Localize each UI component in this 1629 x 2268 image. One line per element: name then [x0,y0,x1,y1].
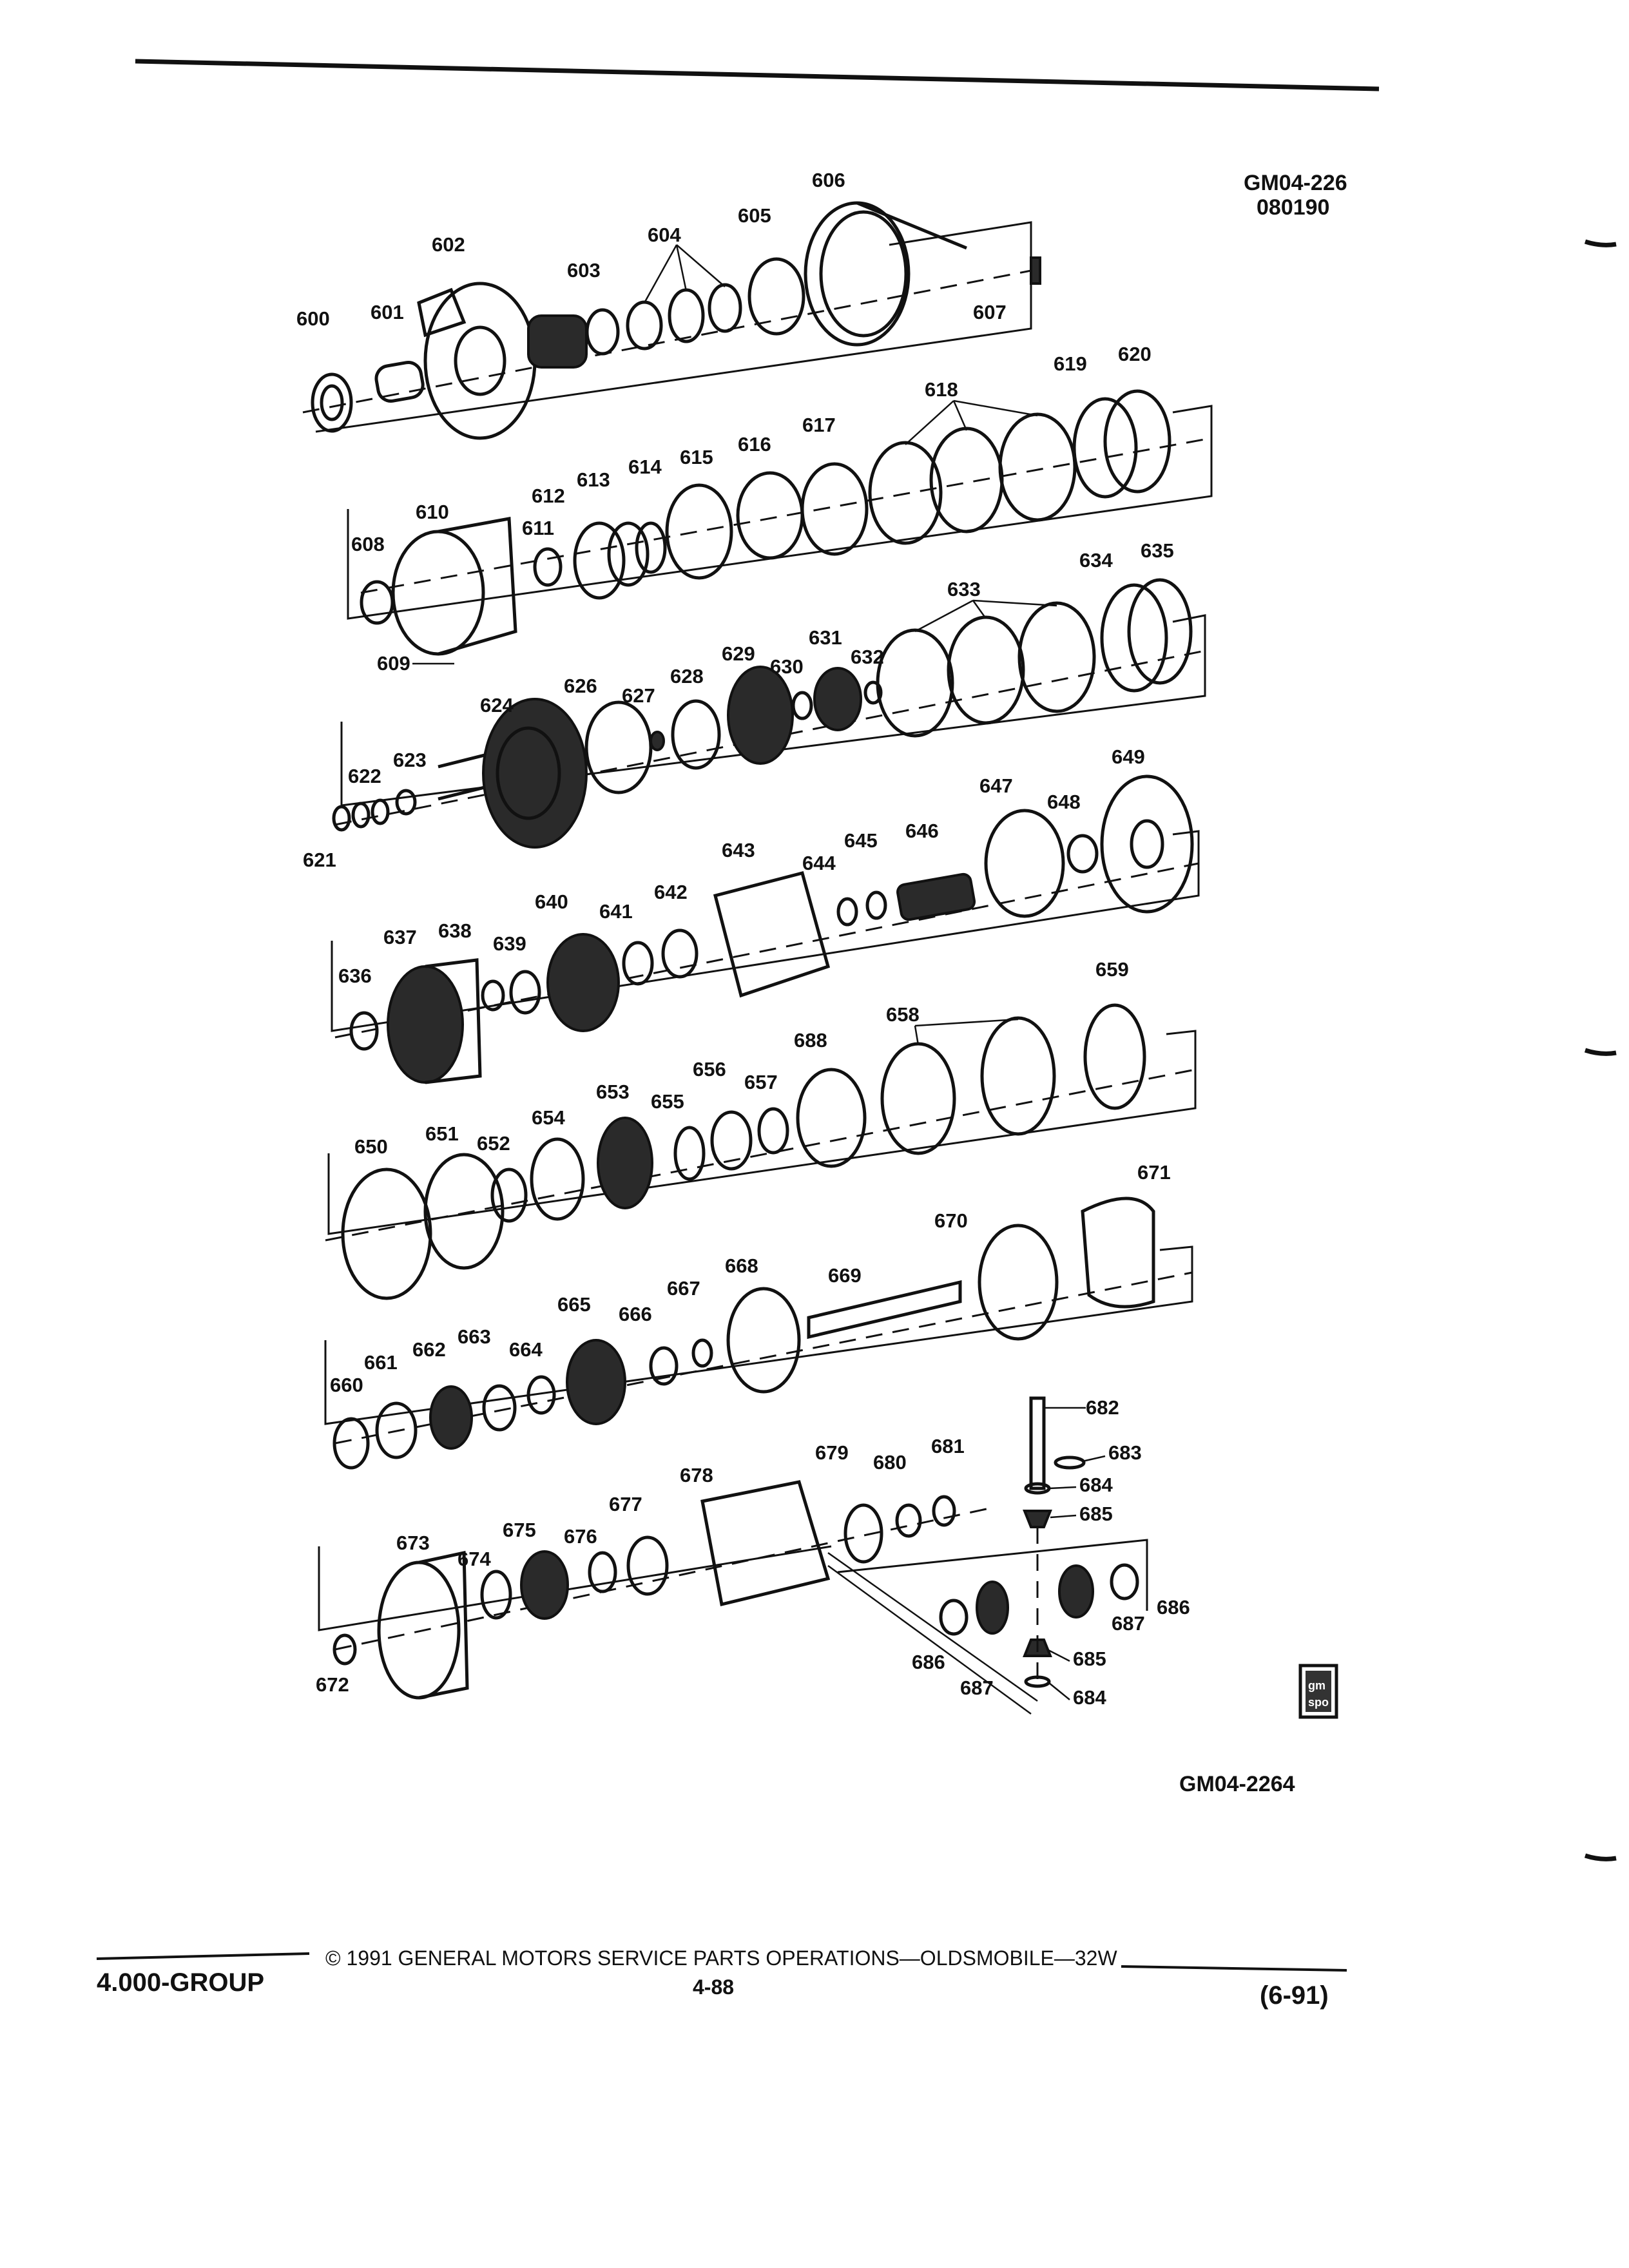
label-604: 604 [648,224,681,246]
part-643-shell [715,873,828,995]
label-611: 611 [522,517,555,539]
part-675-gear [521,1552,568,1619]
row-4-axis [335,863,1199,1037]
part-637-gear [388,966,463,1082]
label-627: 627 [622,684,655,707]
part-686-washer-right [1112,1565,1137,1599]
label-621: 621 [303,849,336,871]
part-604-seal-a [628,302,661,349]
part-658-plate-b [982,1018,1054,1134]
label-637: 637 [383,926,417,948]
label-607: 607 [973,301,1007,323]
top-rule [135,61,1379,89]
row-6 [325,1198,1192,1468]
part-601-bushing [374,360,425,403]
label-650: 650 [354,1135,388,1158]
label-685-bottom: 685 [1073,1648,1106,1670]
part-602-housing [425,284,535,438]
label-682: 682 [1086,1396,1119,1419]
part-614-spring [637,523,665,572]
label-614: 614 [628,456,662,478]
label-669: 669 [828,1264,862,1287]
part-649-gear-hub [1132,821,1162,867]
margin-mark [1585,1856,1616,1859]
part-681-washer [934,1497,954,1525]
part-613-seal [609,523,648,585]
label-636: 636 [338,965,372,987]
label-652: 652 [477,1132,510,1155]
label-655: 655 [651,1090,684,1113]
footer-copyright: © 1991 GENERAL MOTORS SERVICE PARTS OPERATIONS—OLDSMOBILE—32W [325,1946,1117,1970]
label-638: 638 [438,919,472,942]
part-618-plate-c [1000,414,1075,520]
part-615-piston [667,485,731,578]
label-631: 631 [809,626,842,649]
footer-rule-right [1121,1966,1347,1970]
part-606-band-inner [821,212,906,336]
label-686-right: 686 [1157,1596,1190,1619]
label-661: 661 [364,1351,398,1374]
part-648-bushing [1068,836,1097,872]
label-626: 626 [564,675,597,697]
label-623: 623 [393,749,427,771]
label-641: 641 [599,900,633,923]
label-651: 651 [425,1122,459,1145]
label-673: 673 [396,1532,430,1554]
part-617-ring [802,464,867,554]
part-651-ring [425,1155,503,1268]
part-671-band [1083,1198,1153,1307]
label-654: 654 [532,1106,565,1129]
part-631-gear [815,668,861,730]
row-1-axis [303,271,1031,412]
part-603-bushing [587,310,618,354]
label-668: 668 [725,1254,758,1277]
label-674: 674 [458,1548,491,1570]
part-616-retainer [738,473,802,558]
label-613: 613 [577,468,610,491]
part-633-plate-c [1019,603,1094,711]
part-674-ring [482,1571,510,1618]
label-687-right: 687 [1112,1612,1145,1635]
label-684-top: 684 [1079,1474,1113,1496]
part-602-hub [528,316,586,367]
label-615: 615 [680,446,713,468]
part-683-clip [1055,1457,1084,1468]
part-610-drum-body [438,519,516,654]
label-605: 605 [738,204,771,227]
part-633-plate-b [949,617,1023,723]
label-610: 610 [416,501,449,523]
footer-revision: (6-91) [1260,1981,1329,2010]
label-686-left: 686 [912,1651,945,1673]
label-676: 676 [564,1525,597,1548]
part-688-plate [798,1070,865,1166]
part-652-ring [492,1169,526,1221]
part-645-ring [867,892,885,918]
label-656: 656 [693,1058,726,1081]
part-622-washer [353,803,369,827]
part-642-bearing [663,930,697,977]
part-605-ring [749,259,804,334]
part-627-washer [651,732,664,750]
part-658-plate-a [882,1044,954,1153]
label-643: 643 [722,839,755,861]
label-632: 632 [851,646,884,668]
part-668-drum [728,1289,799,1392]
label-679: 679 [815,1441,849,1464]
label-620: 620 [1118,343,1152,365]
part-628-ring [673,701,719,768]
margin-mark [1585,1050,1616,1053]
label-664: 664 [509,1338,543,1361]
label-640: 640 [535,890,568,913]
part-611-bushing [535,549,561,585]
label-645: 645 [844,829,878,852]
part-647-ring [986,811,1063,916]
label-666: 666 [619,1303,652,1325]
label-665: 665 [557,1293,591,1316]
footer-group: 4.000-GROUP [97,1968,265,1997]
figure-id: GM04-2264 [1179,1772,1295,1796]
label-667: 667 [667,1277,700,1300]
part-646-sun-gear [896,873,976,921]
row-2 [348,391,1211,664]
part-640-carrier [548,934,619,1031]
label-629: 629 [722,642,755,665]
gm-spo-logo [1300,1666,1336,1717]
svg-text:spo: spo [1308,1696,1329,1709]
label-681: 681 [931,1435,965,1457]
label-659: 659 [1095,958,1129,981]
label-603: 603 [567,259,601,282]
row-7-frame [319,1546,831,1630]
part-608-bushing [361,582,392,623]
label-635: 635 [1141,539,1174,562]
label-619: 619 [1054,352,1087,375]
part-604-seal-c [709,285,740,331]
label-678: 678 [680,1464,713,1486]
part-629-carrier [728,667,793,764]
part-607-pin [1031,258,1040,284]
label-670: 670 [934,1209,968,1232]
part-669-shaft [809,1282,960,1337]
part-687-gear-right [1059,1566,1093,1617]
label-633: 633 [947,578,981,601]
label-622: 622 [348,765,381,787]
part-662-gear [430,1387,472,1448]
part-670-ring [979,1225,1057,1339]
svg-text:gm: gm [1308,1679,1325,1692]
label-642: 642 [654,881,688,903]
part-610-drum [393,532,483,654]
label-601: 601 [371,301,404,323]
header-code: GM04-226 [1244,171,1347,195]
part-602-housing-bore [456,327,505,394]
label-608: 608 [351,533,385,555]
margin-mark [1585,242,1616,245]
label-653: 653 [596,1081,630,1103]
label-663: 663 [458,1325,491,1348]
label-684-bottom: 684 [1073,1686,1106,1709]
part-626-ring [586,702,651,793]
label-617: 617 [802,414,836,436]
label-658: 658 [886,1003,920,1026]
label-624: 624 [480,694,514,716]
part-labels [296,169,1190,1709]
part-618-plate-b [931,428,1002,532]
label-649: 649 [1112,745,1145,768]
part-623-washer [397,791,415,814]
part-600-bearing-inner [322,386,342,419]
header-date: 080190 [1257,195,1330,220]
part-644-ring [838,899,856,925]
label-606: 606 [812,169,845,191]
label-630: 630 [770,655,804,678]
label-609: 609 [377,652,410,675]
part-653-bearing [598,1118,652,1208]
leader-axle [828,1553,1037,1701]
part-633-plate-a [878,630,952,736]
label-600: 600 [296,307,330,330]
part-673-carrier [379,1562,459,1698]
label-662: 662 [412,1338,446,1361]
label-675: 675 [503,1519,536,1541]
part-630-washer [793,693,811,718]
label-616: 616 [738,433,771,456]
part-639-ring [511,972,539,1013]
label-687-left: 687 [960,1677,994,1699]
label-683: 683 [1108,1441,1142,1464]
part-687-gear-left [977,1582,1008,1633]
label-647: 647 [979,774,1013,797]
part-677-ring [628,1537,667,1594]
part-654-ring [532,1139,583,1219]
label-672: 672 [316,1673,349,1696]
label-628: 628 [670,665,704,687]
part-682-pin [1031,1398,1044,1488]
part-686-washer-left [941,1600,967,1634]
part-655-seal [675,1128,704,1179]
label-602: 602 [432,233,465,256]
footer-rule-left [97,1954,309,1959]
label-680: 680 [873,1451,907,1474]
label-634: 634 [1079,549,1113,572]
part-604-seal-b [670,290,703,341]
part-641-ring [624,943,652,984]
part-612-seal [575,523,624,598]
part-659-plate [1085,1005,1144,1108]
part-685-gear-top [1025,1511,1050,1527]
part-621-washer [334,807,349,830]
part-665-carrier [567,1340,625,1424]
part-657-ring [759,1109,787,1153]
label-639: 639 [493,932,526,955]
part-680-washer [897,1505,920,1536]
label-618: 618 [925,378,958,401]
label-685-top: 685 [1079,1503,1113,1525]
part-622-washer-b [372,800,388,823]
label-657: 657 [744,1071,778,1093]
label-660: 660 [330,1374,363,1396]
label-646: 646 [905,820,939,842]
label-688: 688 [794,1029,827,1052]
part-676-ring [590,1553,615,1591]
row-5-frame [329,1031,1195,1234]
label-648: 648 [1047,791,1081,813]
part-667-ring [693,1340,711,1366]
part-602-bracket [419,290,464,335]
label-644: 644 [802,852,836,874]
label-671: 671 [1137,1161,1171,1184]
part-600-bearing [313,374,351,431]
label-677: 677 [609,1493,642,1515]
label-612: 612 [532,485,565,507]
footer-page: 4-88 [693,1975,735,1999]
part-678-case [702,1482,828,1604]
part-649-gear [1102,776,1192,912]
